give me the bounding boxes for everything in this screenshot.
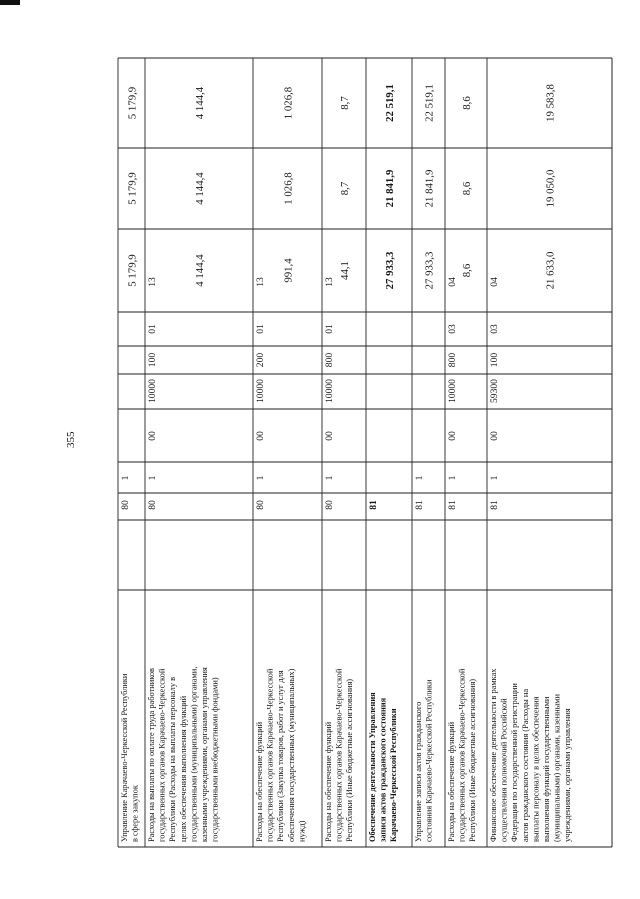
row-code-cell: 10000 xyxy=(147,379,158,403)
row-code-cell: 1 xyxy=(447,475,458,481)
table-row xyxy=(120,87,140,842)
row-code-cell: 81 xyxy=(489,500,500,510)
row-code-cell: 01 xyxy=(324,324,335,334)
row-code-cell: 100 xyxy=(147,352,158,368)
row-name-line: записи актов гражданского состояния xyxy=(378,697,388,842)
row-code-cell: 1 xyxy=(120,475,131,481)
row-name-line: Республики (Расходы на выплаты персоналу в xyxy=(168,676,178,842)
row-name-line: государственных органов Карачаево-Черкесской xyxy=(157,668,167,842)
row-code-cell: 200 xyxy=(255,352,266,368)
row-name-line: государственными (муниципальными) органами, xyxy=(189,666,199,842)
row-name-line: в сфере закупок xyxy=(130,785,140,842)
row-amount-cell: 1 026,8 xyxy=(282,172,295,205)
row-code-cell: 03 xyxy=(489,324,500,334)
row-code-cell: 59300 xyxy=(489,379,500,403)
row-code-cell: 10000 xyxy=(447,379,458,403)
table-row xyxy=(324,96,354,842)
row-amount-cell: 5 179,9 xyxy=(126,86,139,120)
row-amount-cell: 21 633,0 xyxy=(544,251,557,290)
row-amount-cell: 5 179,9 xyxy=(126,254,139,287)
row-name-line: состояния Карачаево-Черкесской Республики xyxy=(424,679,434,842)
row-code-cell: 00 xyxy=(147,431,158,441)
table-row xyxy=(147,86,220,842)
row-amount-cell: 8,6 xyxy=(461,96,473,110)
row-code-cell: 1 xyxy=(324,475,335,481)
row-code-cell: 13 xyxy=(147,277,158,287)
row-name-line: Федерации по государственной регистрации xyxy=(510,683,520,842)
row-amount-cell: 5 179,9 xyxy=(126,172,139,205)
row-code-cell: 81 xyxy=(368,500,379,510)
row-code-cell: 01 xyxy=(255,324,266,334)
row-name-line: Расходы на обеспечение функций xyxy=(447,721,456,842)
row-name-line: Управление записи актов гражданского xyxy=(414,701,423,842)
row-name-line: нужд) xyxy=(297,820,307,842)
row-amount-cell: 8,7 xyxy=(339,96,351,110)
table-row xyxy=(255,87,306,842)
row-code-cell: 80 xyxy=(324,500,335,510)
row-name-line: Расходы на обеспечение функций xyxy=(255,721,264,842)
row-name-line: актов гражданского состояния (Расходы на xyxy=(520,688,530,842)
row-code-cell: 80 xyxy=(255,500,266,510)
row-code-cell: 81 xyxy=(414,500,425,510)
row-name-line: государственными внебюджетными фондами) xyxy=(210,677,220,842)
row-code-cell: 800 xyxy=(324,352,335,368)
row-amount-cell: 4 144,4 xyxy=(194,254,206,287)
row-name-line: Расходы на выплаты по оплате труда работников xyxy=(147,668,156,842)
row-code-cell: 01 xyxy=(147,324,158,334)
row-code-cell: 04 xyxy=(489,277,500,287)
row-code-cell: 1 xyxy=(255,475,266,481)
row-name-line: Республики (Иные бюджетные ассигнования) xyxy=(468,678,478,842)
row-name-line: (муниципальными) органами, казенными xyxy=(552,693,562,842)
row-code-cell: 1 xyxy=(489,475,500,481)
row-code-cell: 04 xyxy=(447,277,458,287)
table-row xyxy=(368,84,398,842)
row-amount-cell: 4 144,4 xyxy=(194,172,206,205)
row-code-cell: 10000 xyxy=(255,379,266,403)
row-name-line: казенными учреждениями, органами управления xyxy=(200,667,209,842)
row-name-line: целях обеспечения выполнения функций xyxy=(178,695,188,842)
row-name-line: выполнения функций государственными xyxy=(542,696,551,842)
row-amount-cell: 21 841,9 xyxy=(423,169,436,208)
table-row xyxy=(414,84,436,842)
row-code-cell: 00 xyxy=(324,431,335,441)
row-code-cell: 81 xyxy=(447,500,458,510)
row-amount-cell: 19 050,0 xyxy=(544,169,557,208)
row-code-cell: 13 xyxy=(324,277,335,287)
row-name-line: Управление Карачаево-Черкесской Республики xyxy=(120,673,129,842)
row-name-line: Финансовое обеспечение деятельности в рамках xyxy=(489,668,498,842)
table-row xyxy=(489,84,572,842)
row-code-cell: 100 xyxy=(489,352,500,368)
page-number: 355 xyxy=(65,431,77,448)
row-name-line: государственных органов Карачаево-Черкесской xyxy=(334,668,344,842)
row-code-cell: 80 xyxy=(120,500,131,510)
row-code-cell: 00 xyxy=(447,431,458,441)
row-amount-cell: 27 933,3 xyxy=(423,251,436,290)
row-amount-cell: 991,4 xyxy=(282,258,295,283)
row-name-line: Республики (Закупка товаров, работ и услуг для xyxy=(276,670,286,842)
row-code-cell: 800 xyxy=(447,352,458,368)
row-name-line: выплаты персоналу в целях обеспечения xyxy=(531,696,541,842)
row-code-cell: 00 xyxy=(489,431,500,441)
row-amount-cell: 44,1 xyxy=(339,261,351,280)
row-name-line: Обеспечение деятельности Управления xyxy=(368,692,377,842)
table-row xyxy=(447,96,477,842)
row-name-line: осуществления полномочий Российской xyxy=(499,698,509,842)
row-amount-cell: 1 026,8 xyxy=(282,86,295,120)
row-amount-cell: 8,6 xyxy=(461,181,473,196)
row-code-cell: 1 xyxy=(147,475,158,481)
row-name-line: государственных органов Карачаево-Черкесской xyxy=(457,668,467,842)
row-code-cell: 13 xyxy=(255,277,266,287)
row-name-line: обеспечения государственных (муниципальных) xyxy=(286,668,296,842)
row-code-cell: 1 xyxy=(414,475,425,481)
row-name-line: государственных органов Карачаево-Черкесской xyxy=(265,668,275,842)
row-amount-cell: 22 519,1 xyxy=(423,84,436,122)
row-amount-cell: 22 519,1 xyxy=(384,84,396,122)
row-name-line: Карачаево-Черкесской Республики xyxy=(389,708,399,842)
row-amount-cell: 27 933,3 xyxy=(384,251,396,290)
row-amount-cell: 4 144,4 xyxy=(194,86,206,120)
row-amount-cell: 19 583,8 xyxy=(544,84,557,122)
row-code-cell: 80 xyxy=(147,500,158,510)
row-name-line: учреждениями, органами управления xyxy=(563,708,573,842)
row-name-line: Расходы на обеспечение функций xyxy=(324,721,333,842)
row-code-cell: 03 xyxy=(447,324,458,334)
row-amount-cell: 21 841,9 xyxy=(384,169,396,208)
row-amount-cell: 8,6 xyxy=(461,263,473,278)
row-code-cell: 00 xyxy=(255,431,266,441)
row-code-cell: 10000 xyxy=(324,379,335,403)
row-amount-cell: 8,7 xyxy=(339,181,351,196)
row-name-line: Республики (Иные бюджетные ассигнования) xyxy=(345,678,355,842)
